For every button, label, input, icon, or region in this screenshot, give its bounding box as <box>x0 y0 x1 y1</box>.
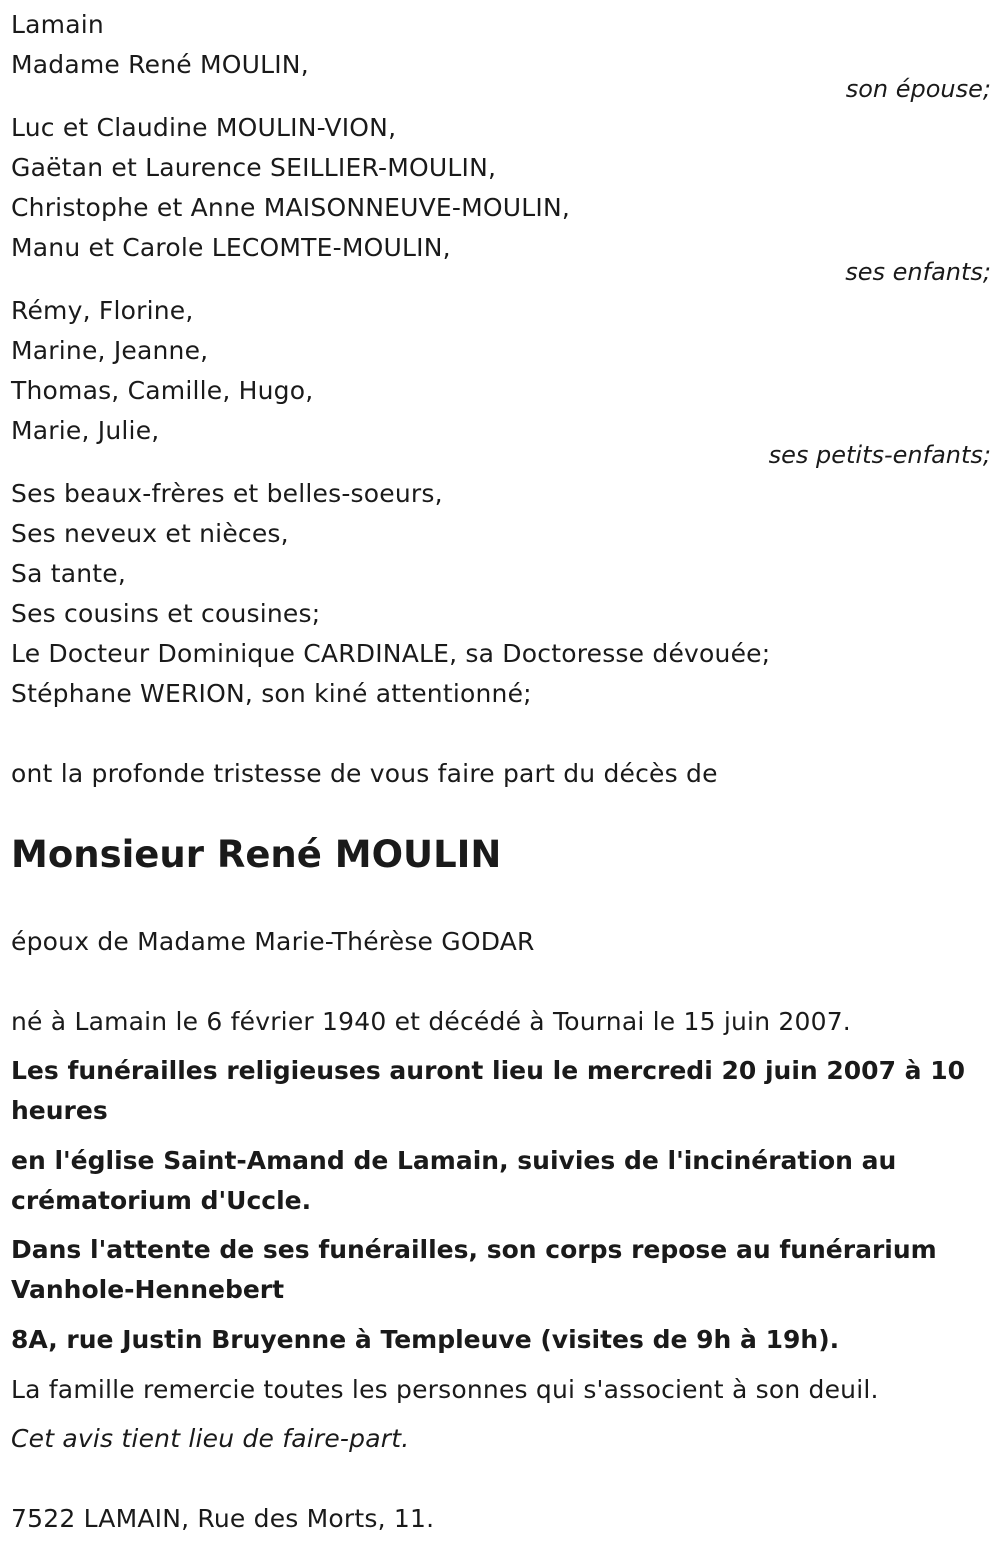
funeral-line: Dans l'attente de ses funérailles, son corps repose au funérarium Vanhole-Hennebert <box>11 1235 937 1304</box>
grandchild-line: Marine, Jeanne, <box>11 336 209 365</box>
spouse-of-line: époux de Madame Marie-Thérèse GODAR <box>11 927 535 956</box>
funeral-line: en l'église Saint-Amand de Lamain, suivies de l'incinération au crématorium d'Uccle. <box>11 1146 897 1215</box>
place-line: Lamain <box>11 10 104 39</box>
child-line: Gaëtan et Laurence SEILLIER-MOULIN, <box>11 153 497 182</box>
notice-line: Cet avis tient lieu de faire-part. <box>11 1424 410 1453</box>
grandchild-line: Marie, Julie, <box>11 416 160 445</box>
family-line: Stéphane WERION, son kiné attentionné; <box>11 679 532 708</box>
address-line: 7522 LAMAIN, Rue des Morts, 11. <box>11 1504 435 1533</box>
family-line: Le Docteur Dominique CARDINALE, sa Doctoresse dévouée; <box>11 639 771 668</box>
funeral-line: 8A, rue Justin Bruyenne à Templeuve (visites de 9h à 19h). <box>11 1325 840 1354</box>
child-line: Luc et Claudine MOULIN-VION, <box>11 113 397 142</box>
grandchild-line: Thomas, Camille, Hugo, <box>11 376 314 405</box>
family-line: Ses neveux et nièces, <box>11 519 289 548</box>
spouse-line: Madame René MOULIN, <box>11 50 309 79</box>
family-line: Ses cousins et cousines; <box>11 599 321 628</box>
grandchild-line: Rémy, Florine, <box>11 296 194 325</box>
children-role: ses enfants; <box>845 258 991 286</box>
birth-death-line: né à Lamain le 6 février 1940 et décédé à Tournai le 15 juin 2007. <box>11 1007 851 1036</box>
child-line: Manu et Carole LECOMTE-MOULIN, <box>11 233 451 262</box>
grandchildren-role: ses petits-enfants; <box>768 441 991 469</box>
thanks-line: La famille remercie toutes les personnes qui s'associent à son deuil. <box>11 1375 879 1404</box>
spouse-role: son épouse; <box>845 75 991 103</box>
family-line: Sa tante, <box>11 559 127 588</box>
family-line: Ses beaux-frères et belles-soeurs, <box>11 479 443 508</box>
child-line: Christophe et Anne MAISONNEUVE-MOULIN, <box>11 193 571 222</box>
announcement-line: ont la profonde tristesse de vous faire part du décès de <box>11 759 718 788</box>
funeral-line: Les funérailles religieuses auront lieu le mercredi 20 juin 2007 à 10 heures <box>11 1056 966 1125</box>
deceased-name: Monsieur René MOULIN <box>11 833 502 876</box>
